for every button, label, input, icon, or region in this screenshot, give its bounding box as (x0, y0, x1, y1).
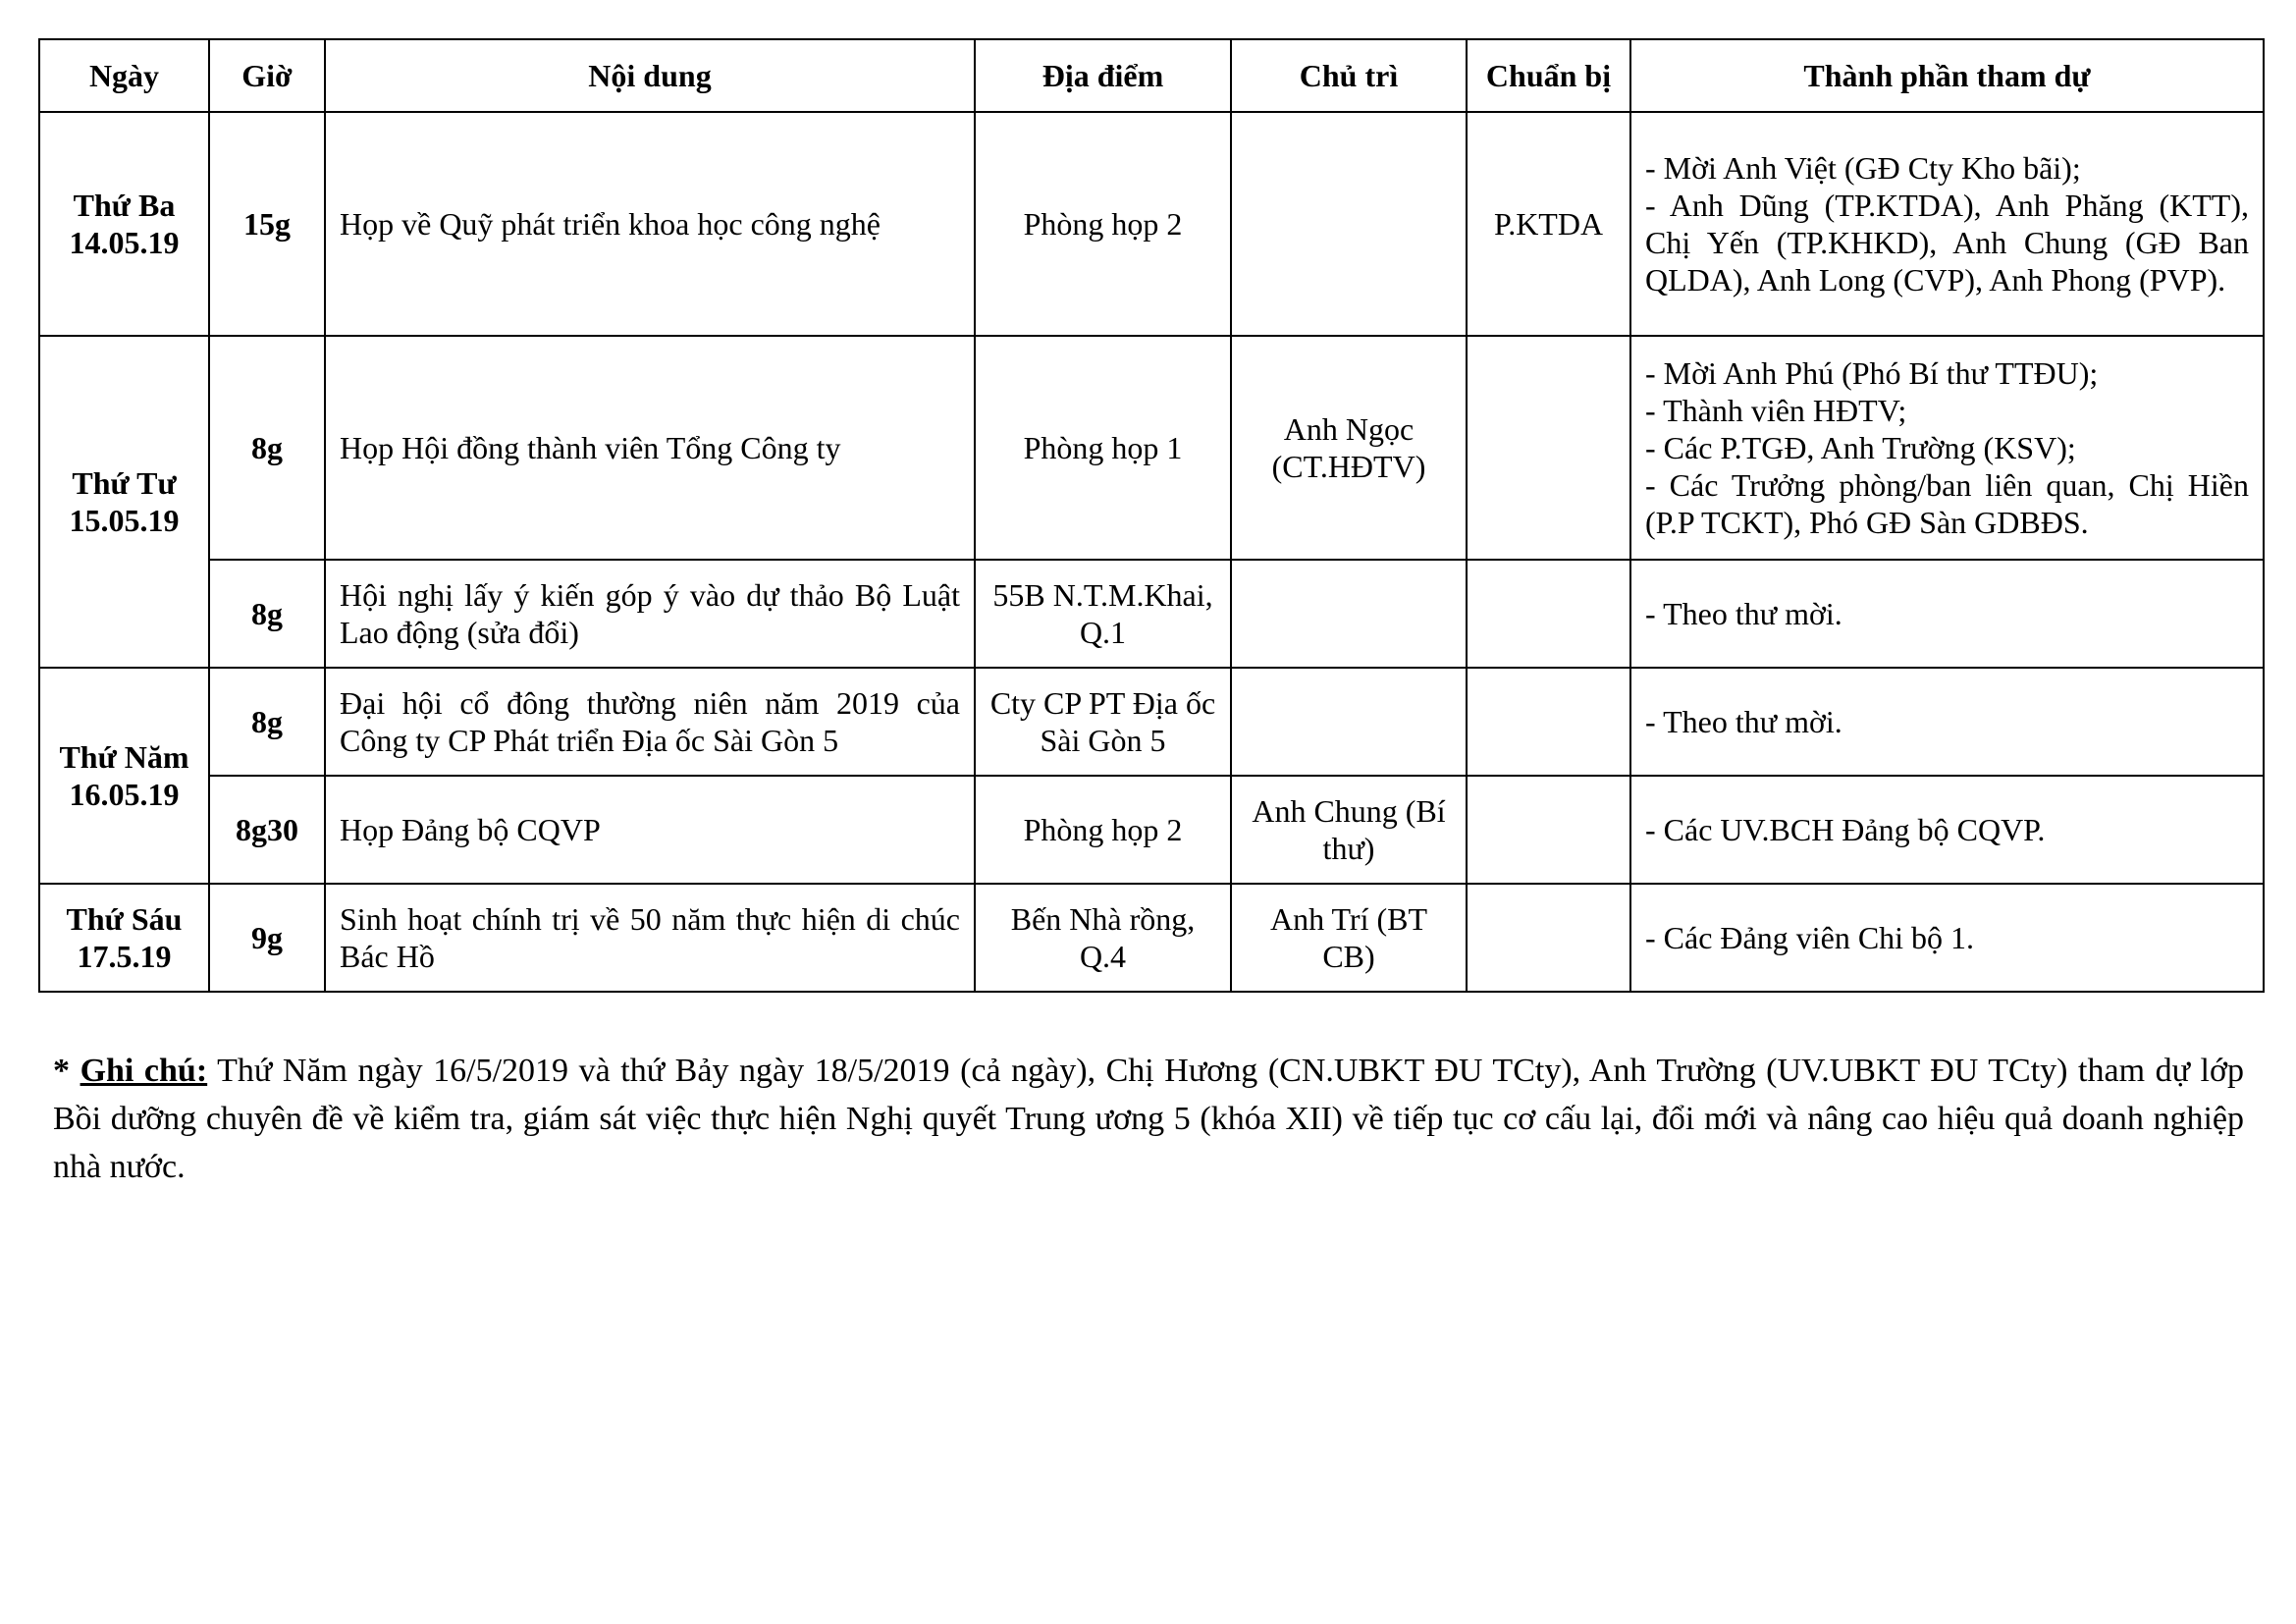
cell-time: 9g (209, 884, 325, 992)
cell-prep (1467, 560, 1630, 668)
cell-place: Phòng họp 1 (975, 336, 1231, 560)
cell-time: 8g (209, 336, 325, 560)
cell-place: Cty CP PT Địa ốc Sài Gòn 5 (975, 668, 1231, 776)
cell-attendees (1630, 336, 2264, 560)
cell-attendees (1630, 112, 2264, 336)
cell-content: Họp Đảng bộ CQVP (325, 776, 975, 884)
cell-prep (1467, 884, 1630, 992)
day-name: Thứ Sáu (66, 901, 183, 937)
attendee-line: - Mời Anh Phú (Phó Bí thư TTĐU); (1645, 355, 2099, 391)
attendee-line: - Các Trưởng phòng/ban liên quan, Chị Hiền (P.P TCKT), Phó GĐ Sàn GDBĐS. (1645, 467, 2249, 540)
cell-place: Phòng họp 2 (975, 112, 1231, 336)
attendee-line: - Các Đảng viên Chi bộ 1. (1645, 920, 1975, 955)
day-date: 16.05.19 (69, 777, 180, 812)
cell-prep (1467, 336, 1630, 560)
table-row (39, 560, 2264, 668)
cell-host: Anh Chung (Bí thư) (1231, 776, 1467, 884)
cell-time: 8g (209, 560, 325, 668)
cell-host: Anh Trí (BT CB) (1231, 884, 1467, 992)
table-row (39, 668, 2264, 776)
footnote-asterisk: * (53, 1053, 80, 1089)
attendee-line: - Theo thư mời. (1645, 596, 1842, 631)
cell-content: Họp Hội đồng thành viên Tổng Công ty (325, 336, 975, 560)
header-place: Địa điểm (975, 39, 1231, 112)
cell-place: Phòng họp 2 (975, 776, 1231, 884)
cell-time: 8g30 (209, 776, 325, 884)
attendee-line: - Thành viên HĐTV; (1645, 393, 1907, 428)
table-header (39, 39, 2264, 112)
day-name: Thứ Năm (59, 739, 189, 775)
attendee-line: - Anh Dũng (TP.KTDA), Anh Phăng (KTT), Chị Yến (TP.KHKD), Anh Chung (GĐ Ban QLDA), Anh Long (CVP), Anh Phong (PVP). (1645, 188, 2249, 298)
cell-attendees (1630, 884, 2264, 992)
day-name: Thứ Tư (72, 465, 177, 501)
header-time: Giờ (209, 39, 325, 112)
cell-host (1231, 112, 1467, 336)
footnote (53, 1047, 2244, 1191)
day-name: Thứ Ba (73, 188, 176, 223)
cell-day (39, 884, 209, 992)
cell-attendees (1630, 776, 2264, 884)
cell-day (39, 668, 209, 884)
cell-prep (1467, 776, 1630, 884)
cell-content: Họp về Quỹ phát triển khoa học công nghệ (325, 112, 975, 336)
cell-place: 55B N.T.M.Khai, Q.1 (975, 560, 1231, 668)
cell-prep: P.KTDA (1467, 112, 1630, 336)
cell-day (39, 336, 209, 668)
footnote-label (53, 1053, 207, 1089)
attendee-line: - Các UV.BCH Đảng bộ CQVP. (1645, 812, 2046, 847)
attendee-line: - Theo thư mời. (1645, 704, 1842, 739)
header-content: Nội dung (325, 39, 975, 112)
cell-host (1231, 668, 1467, 776)
cell-content: Hội nghị lấy ý kiến góp ý vào dự thảo Bộ Luật Lao động (sửa đổi) (325, 560, 975, 668)
table-row (39, 884, 2264, 992)
cell-time: 15g (209, 112, 325, 336)
header-attendees: Thành phần tham dự (1630, 39, 2264, 112)
cell-host: Anh Ngọc (CT.HĐTV) (1231, 336, 1467, 560)
table-row (39, 336, 2264, 560)
day-date: 15.05.19 (69, 503, 180, 538)
table-body (39, 112, 2264, 992)
header-host: Chủ trì (1231, 39, 1467, 112)
table-row (39, 776, 2264, 884)
footnote-label-text: Ghi chú: (80, 1053, 208, 1089)
header-prep: Chuẩn bị (1467, 39, 1630, 112)
header-row (39, 39, 2264, 112)
cell-attendees (1630, 560, 2264, 668)
attendee-line: - Mời Anh Việt (GĐ Cty Kho bãi); (1645, 150, 2081, 186)
cell-content: Đại hội cổ đông thường niên năm 2019 của Công ty CP Phát triển Địa ốc Sài Gòn 5 (325, 668, 975, 776)
cell-prep (1467, 668, 1630, 776)
cell-day (39, 112, 209, 336)
cell-content: Sinh hoạt chính trị về 50 năm thực hiện di chúc Bác Hồ (325, 884, 975, 992)
table-row (39, 112, 2264, 336)
cell-attendees (1630, 668, 2264, 776)
header-day: Ngày (39, 39, 209, 112)
cell-time: 8g (209, 668, 325, 776)
cell-host (1231, 560, 1467, 668)
attendee-line: - Các P.TGĐ, Anh Trường (KSV); (1645, 430, 2076, 465)
cell-place: Bến Nhà rồng, Q.4 (975, 884, 1231, 992)
schedule-table (38, 38, 2265, 993)
footnote-text: Thứ Năm ngày 16/5/2019 và thứ Bảy ngày 18/5/2019 (cả ngày), Chị Hương (CN.UBKT ĐU TCty), Anh Trường (UV.UBKT ĐU TCty) tham dự lớp Bồi dưỡng chuyên đề về kiểm tra, giám sát việc thực hiện Nghị quyết Trung ương 5 (khóa XII) về tiếp tục cơ cấu lại, đổi mới và nâng cao hiệu quả doanh nghiệp nhà nước. (53, 1053, 2244, 1185)
day-date: 14.05.19 (69, 225, 180, 260)
day-date: 17.5.19 (77, 939, 172, 974)
